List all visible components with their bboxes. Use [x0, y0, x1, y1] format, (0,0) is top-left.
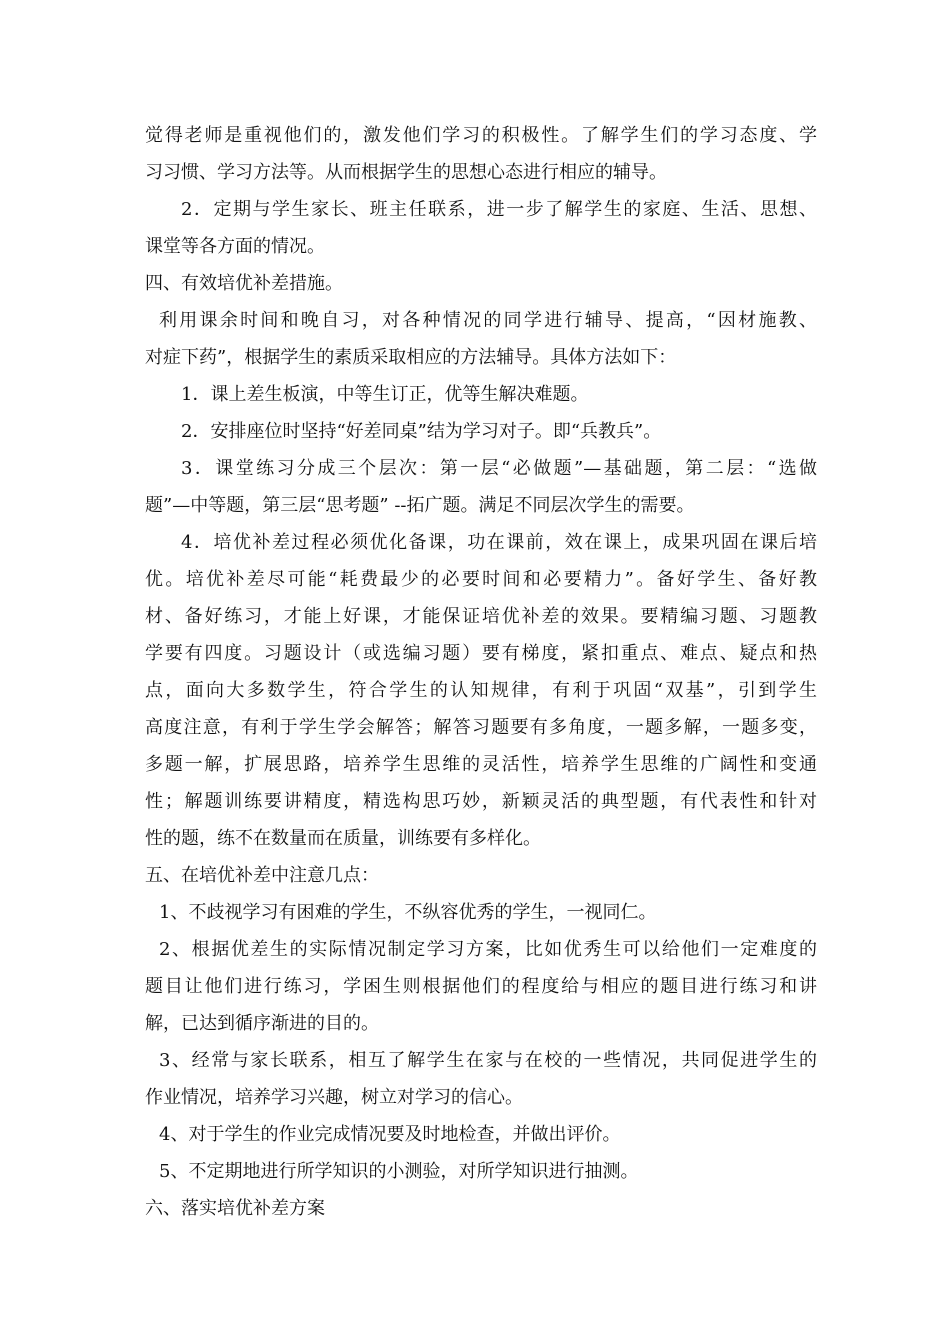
- section-heading: 六、落实培优补差方案: [145, 1198, 325, 1219]
- section-heading: 四、有效培优补差措施。: [145, 273, 343, 294]
- paragraph-line: 习习惯、学习方法等。从而根据学生的思想心态进行相应的辅导。: [145, 162, 667, 183]
- list-item-line: 4．培优补差过程必须优化备课，功在课前，效在课上，成果巩固在课后培: [181, 532, 817, 553]
- paragraph-line: 觉得老师是重视他们的，激发他们学习的积极性。了解学生们的学习态度、学: [145, 125, 817, 146]
- paragraph-line: 解，已达到循序渐进的目的。: [145, 1013, 379, 1034]
- list-item-line: 3．课堂练习分成三个层次：第一层“必做题”—基础题，第二层：“选做: [181, 458, 817, 479]
- list-item-line: 5、不定期地进行所学知识的小测验，对所学知识进行抽测。: [159, 1161, 639, 1182]
- list-item-line: 2．安排座位时坚持“好差同桌”结为学习对子。即“兵教兵”。: [181, 421, 662, 442]
- list-item-line: 1．课上差生板演，中等生订正，优等生解决难题。: [181, 384, 589, 405]
- paragraph-line: 点，面向大多数学生，符合学生的认知规律，有利于巩固“双基”，引到学生: [145, 680, 817, 701]
- list-item-line: 3、经常与家长联系，相互了解学生在家与在校的一些情况，共同促进学生的: [159, 1050, 817, 1071]
- document-body: [145, 117, 817, 1227]
- list-item-line: 4、对于学生的作业完成情况要及时地检查，并做出评价。: [159, 1124, 621, 1145]
- paragraph-line: 题”—中等题，第三层“思考题” --拓广题。满足不同层次学生的需要。: [145, 495, 695, 516]
- paragraph-line: 优。培优补差尽可能“耗费最少的必要时间和必要精力”。备好学生、备好教: [145, 569, 817, 590]
- paragraph-line: 对症下药”，根据学生的素质采取相应的方法辅导。具体方法如下：: [145, 347, 677, 368]
- list-item-line: 1、不歧视学习有困难的学生，不纵容优秀的学生，一视同仁。: [159, 902, 657, 923]
- paragraph-line: 多题一解，扩展思路，培养学生思维的灵活性，培养学生思维的广阔性和变通: [145, 754, 817, 775]
- paragraph-line: 作业情况，培养学习兴趣，树立对学习的信心。: [145, 1087, 523, 1108]
- paragraph-line: 性的题，练不在数量而在质量，训练要有多样化。: [145, 828, 541, 849]
- paragraph-line: 高度注意，有利于学生学会解答；解答习题要有多角度，一题多解，一题多变，: [145, 717, 817, 738]
- section-heading: 五、在培优补差中注意几点：: [145, 865, 379, 886]
- paragraph-line: 课堂等各方面的情况。: [145, 236, 325, 257]
- paragraph-line: 学要有四度。习题设计（或选编习题）要有梯度，紧扣重点、难点、疑点和热: [145, 643, 817, 664]
- list-item-line: 2、根据优差生的实际情况制定学习方案，比如优秀生可以给他们一定难度的: [159, 939, 817, 960]
- paragraph-line: 材、备好练习，才能上好课，才能保证培优补差的效果。要精编习题、习题教: [145, 606, 817, 627]
- paragraph-line: 性；解题训练要讲精度，精选构思巧妙，新颖灵活的典型题，有代表性和针对: [145, 791, 817, 812]
- paragraph-line: 利用课余时间和晚自习，对各种情况的同学进行辅导、提高，“因材施教、: [159, 310, 817, 331]
- paragraph-line: 题目让他们进行练习，学困生则根据他们的程度给与相应的题目进行练习和讲: [145, 976, 817, 997]
- list-item-line: 2．定期与学生家长、班主任联系，进一步了解学生的家庭、生活、思想、: [181, 199, 817, 220]
